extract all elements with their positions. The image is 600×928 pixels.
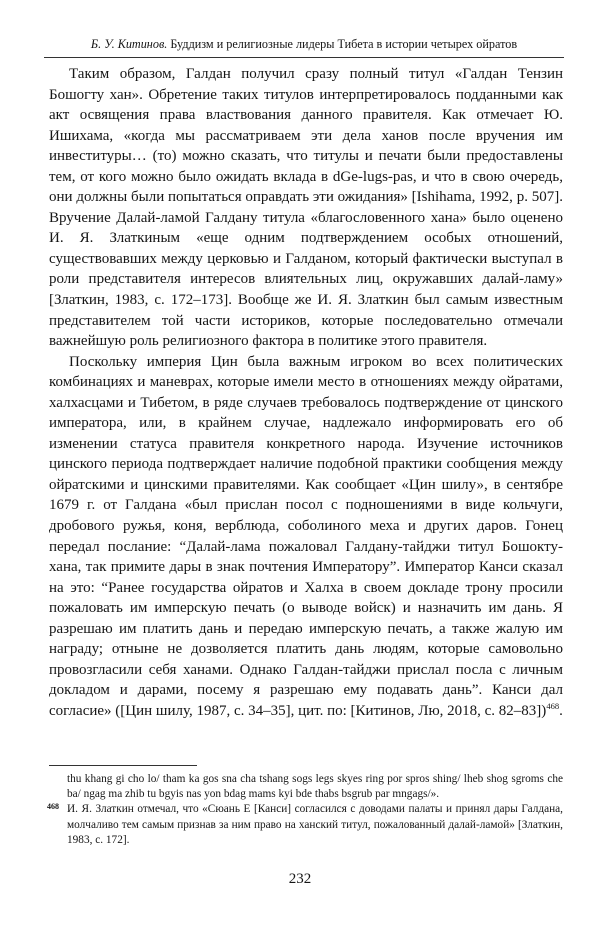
footnote-continuation: thu khang gi cho lo/ tham ka gos sna cha tshang sogs legs skyes ring por spros shing/ lheb shog sgroms che ba/ ngag ma zhib tu bgyis nas yon bdag mams kyi bde thabs bsgrub par mngags/».	[67, 773, 563, 801]
running-head	[44, 36, 564, 52]
page-number: 232	[288, 871, 312, 887]
footnote-number: 468	[47, 802, 59, 812]
paragraph-2-text: Поскольку империя Цин была важным игроком во всех политических комбинациях и маневрах, которые имели место в отношениях между ойратами, халхасцами и Тибетом, в ряде случаев требовалось подтверждение от цинского императора, или, в крайнем случае, надлежало информировать его об изменении статуса правителя конкретного народа. Изучение источников цинского периода подтверждает наличие подобной практики сообщения между ойратскими и цинскими правителями. Как сообщает «Цин шилу», в сентябре 1679 г. от Галдана «был прислан посол с подношениями в виде кольчуги, дробового ружья, коня, верблюда, соболиного меха и других даров. Гонец передал послание: “Далай-лама пожаловал Галдану-тайджи титул Бошокту-хана, так примите дары в знак почтения Императору”. Император Канси сказал на это: “Ранее государства ойратов и Халха в своем докладе трону просили пожаловать им имперскую печать (о выводе войск) и назначить им дань. Я разрешаю им платить дань и передаю имперскую печать, а также жалую им награду; отныне не дозволяется платить дань людям, которые самовольно провозгласили себя ханами. Однако Галдан-тайджи прислал посла с личным докладом и дарами, посему я разрешаю ему подавать дань”. Канси дал согласие» ([Цин шилу, 1987, с. 34–35], цит. по: [Китинов, Лю, 2018, с. 82–83])	[49, 353, 563, 719]
main-text	[49, 64, 563, 722]
paragraph-2: Поскольку империя Цин была важным игроком во всех политических комбинациях и маневрах, которые имели место в отношениях между ойратами, халхасцами и Тибетом, в ряде случаев требовалось подтверждение от цинского императора, или, в крайнем случае, надлежало информировать его об изменении статуса правителя конкретного народа. Изучение источников цинского периода подтверждает наличие подобной практики сообщения между ойратскими и цинскими правителями. Как сообщает «Цин шилу», в сентябре 1679 г. от Галдана «был прислан посол с подношениями в виде кольчуги, дробового ружья, коня, верблюда, соболиного меха и других даров. Гонец передал послание: “Далай-лама пожаловал Галдану-тайджи титул Бошокту-хана, так примите дары в знак почтения Императору”. Император Канси сказал на это: “Ранее государства ойратов и Халха в своем докладе трону просили пожаловать им имперскую печать (о выводе войск) и назначить им дань. Я разрешаю им платить дань и передаю имперскую печать, а также жалую им награду; отныне не дозволяется платить дань людям, которые самовольно провозгласили себя ханами. Однако Галдан-тайджи прислал посла с личным докладом и дарами, посему я разрешаю ему подавать дань”. Канси дал согласие» ([Цин шилу, 1987, с. 34–35], цит. по: [Китинов, Лю, 2018, с. 82–83])$^{468}$.	[49, 353, 563, 719]
footnote-text: И. Я. Златкин отмечал, что «Сюань Е [Канси] согласился с доводами палаты и принял дары Галдана, молчаливо тем самым признав за ним право на ханский титул, пожалованный далай-ламой» [Златкин, 1983, с. 172].	[67, 803, 563, 846]
footnotes	[49, 772, 563, 848]
running-head-title: Буддизм и религиозные лидеры Тибета в истории четырех ойратов	[167, 37, 518, 51]
running-head-author: Б. У. Китинов.	[90, 37, 168, 51]
paragraph-1: Таким образом, Галдан получил сразу полный титул «Галдан Тензин Бошогту хан». Обретение таких титулов интерпретировалось подданными как акт освящения права властвования данного правителя. Как отмечает Ю. Ишихама, «когда мы рассматриваем эти дела ханов после вручения им инвеституры… (то) можно сказать, что титулы и печати были предоставлены тем, от кого можно было ожидать вклада в dGe-lugs-pas, и что в свою очередь, они должны были попытаться оправдать эти ожидания» [Ishihama, 1992, p. 507]. Вручение Далай-ламой Галдану титула «благословенного хана» было оценено И. Я. Златкиным «еще одним подтверждением особых отношений, существовавших между церковью и Галданом, который фактически выступал в роли представителя интересов влиятельных лиц, окружавших далай-ламу» [Златкин, 1983, с. 172–173]. Вообще же И. Я. Златкин был самым известным представителем той части историков, которые последовательно отмечали важнейшую роль религиозного фактора в политике этого правителя.	[49, 66, 563, 350]
header-divider	[44, 57, 564, 58]
footnote-divider	[49, 765, 197, 766]
footnote-reference[interactable]: 468	[546, 700, 560, 711]
footnote-468	[49, 802, 563, 848]
